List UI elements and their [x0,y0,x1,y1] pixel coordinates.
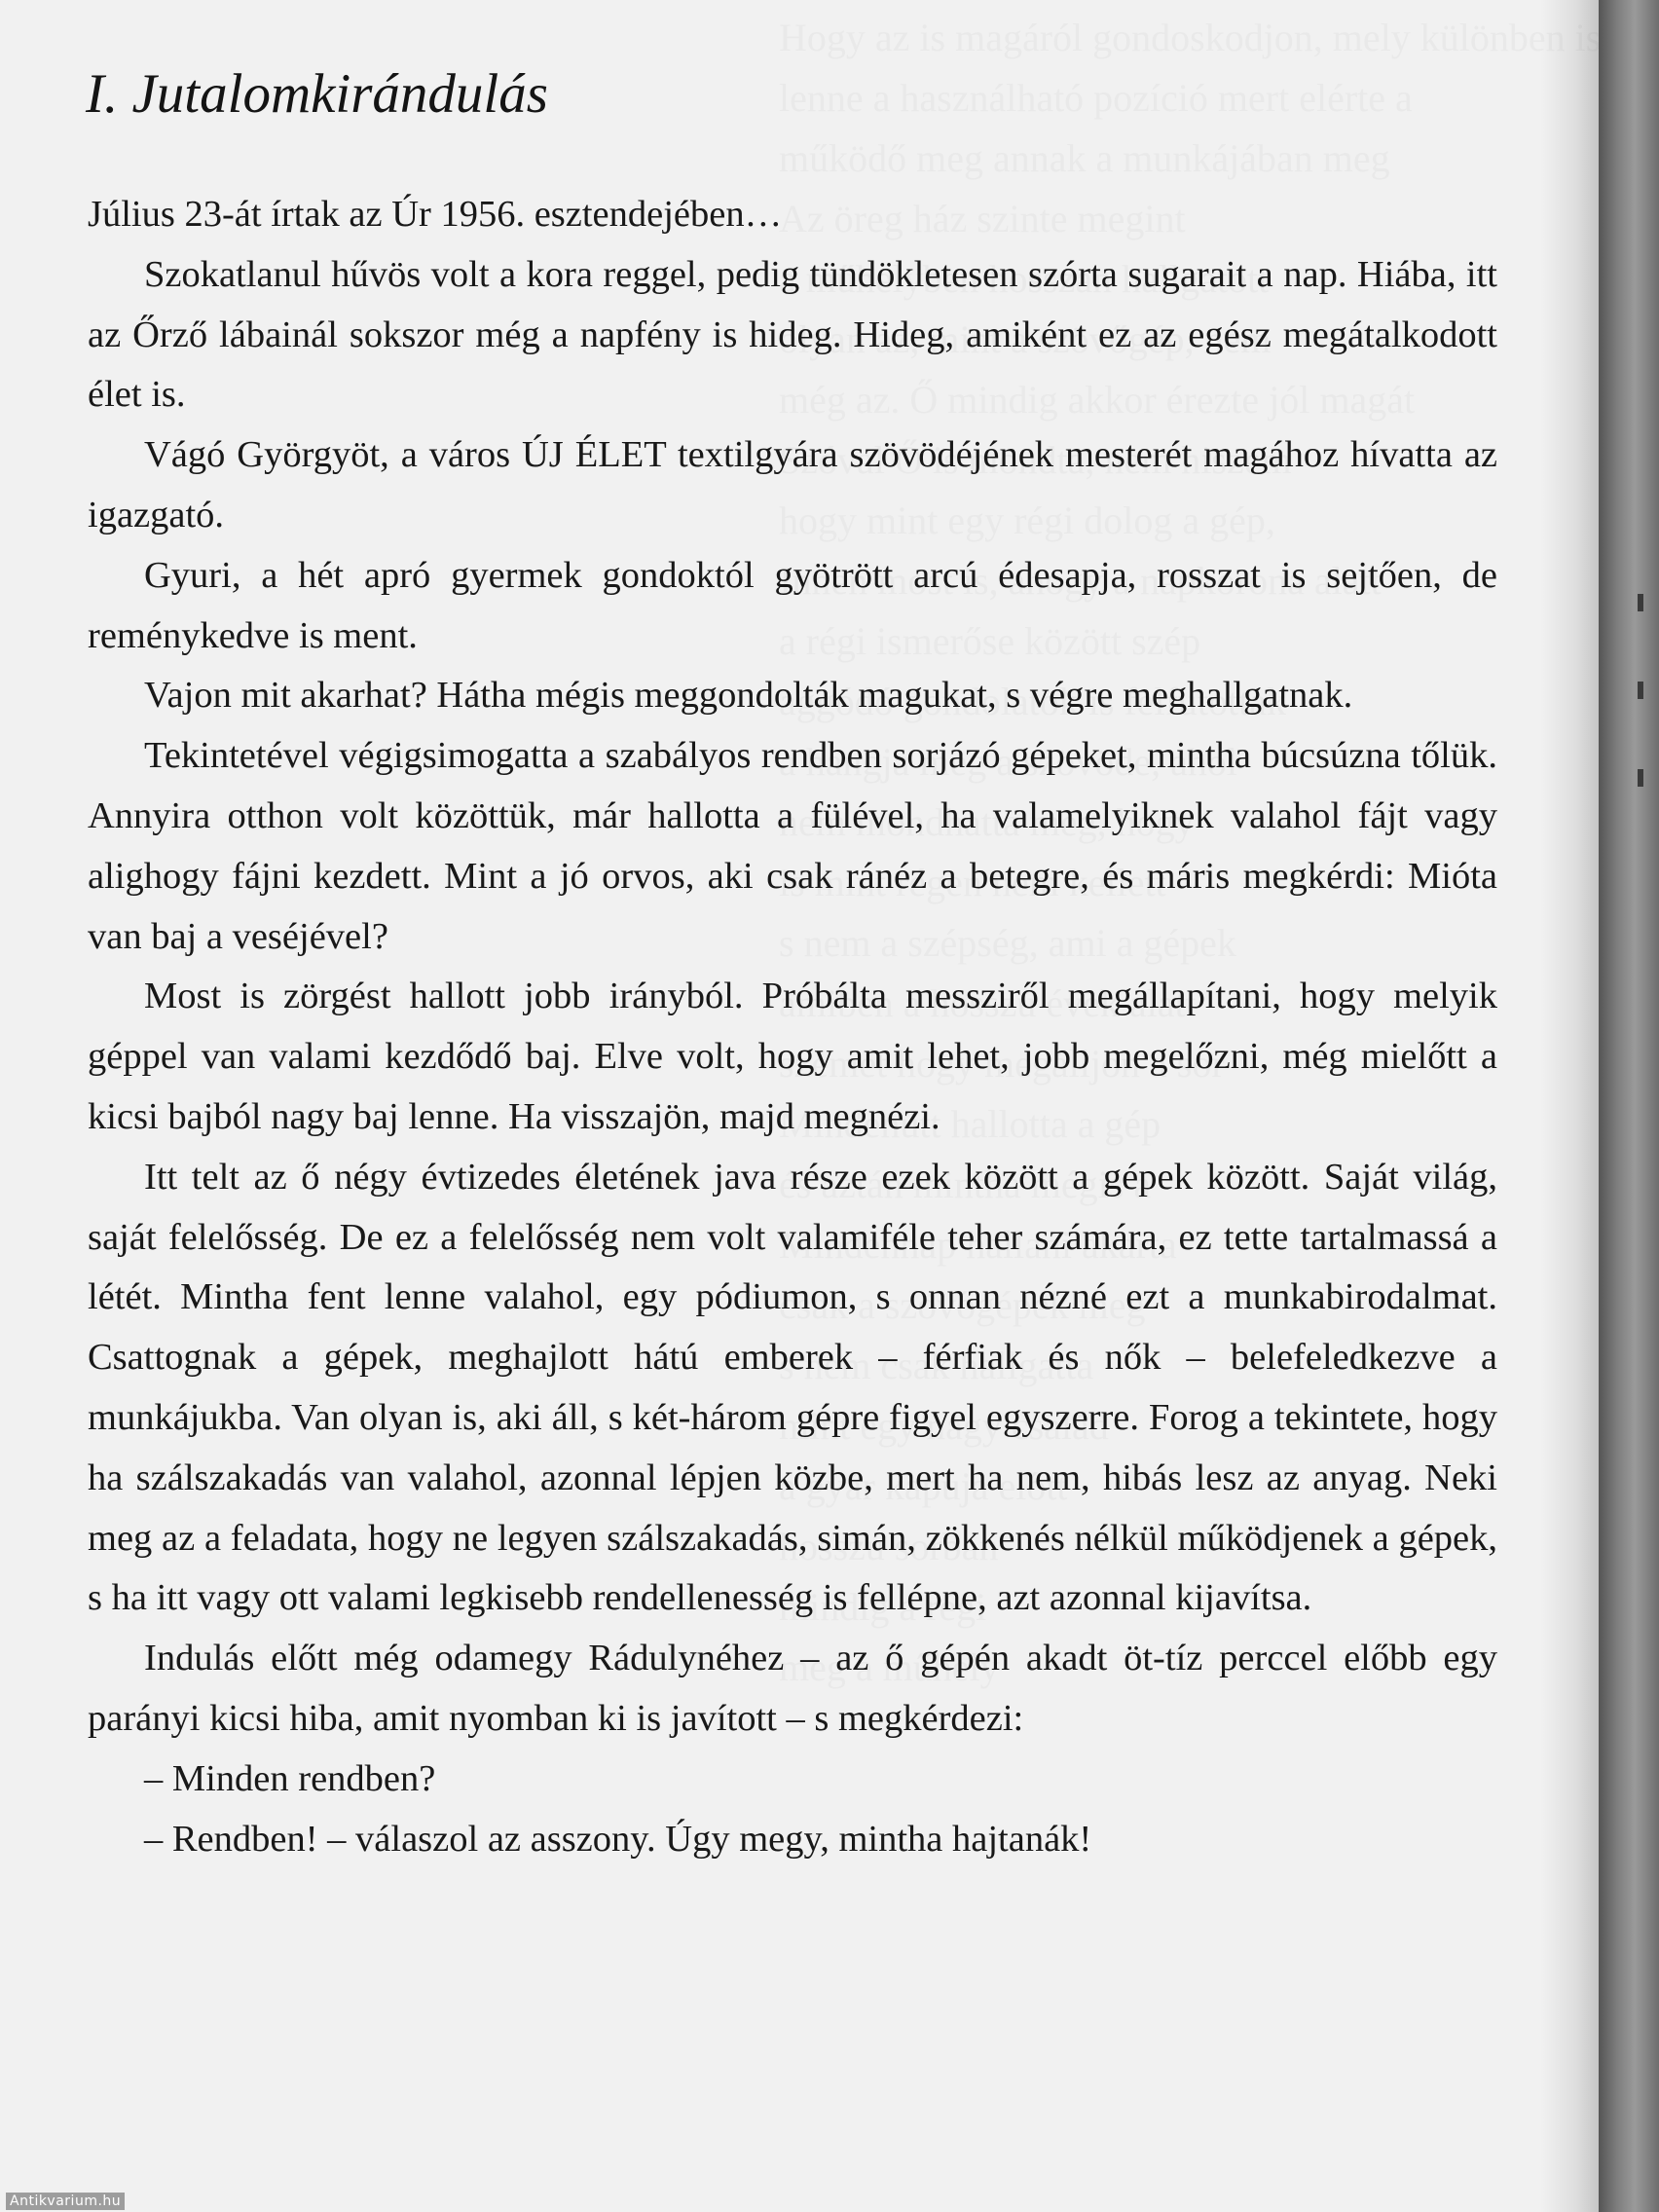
chapter-body [88,185,1497,1869]
paragraph: Július 23-át írtak az Úr 1956. esztendejében… [88,194,783,235]
spine-mark [1638,769,1643,787]
spine-mark [1638,594,1643,611]
paragraph: Vajon mit akarhat? Hátha mégis meggondolták magukat, s végre meghallgatnak. [144,675,1353,717]
paragraph: Tekintetével végigsimogatta a szabályos rendben sorjázó gépeket, mintha búcsúzna tőlük. Annyira otthon volt közöttük, már hallotta a fülével, ha valamelyiknek valahol fájt vagy alighogy fájni kezdett. Mint a jó orvos, aki csak ránéz a betegre, és máris megkérdi: Mióta van baj a veséjével? [88,735,1497,957]
paragraph: Indulás előtt még odamegy Rádulynéhez – az ő gépén akadt öt-tíz perccel előbb egy parányi kicsi hiba, amit nyomban ki is javított – s megkérdezi: [88,1638,1497,1739]
paragraph: Itt telt az ő négy évtizedes életének java része ezek között a gépek között. Saját világ, saját felelősség. De ez a felelősség nem volt valamiféle teher számára, ez tette tartalmassá a létét. Mintha fent lenne valahol, egy pódiumon, s onnan nézné ezt a munkabirodalmat. Csattognak a gépek, meghajlott hátú emberek – férfiak és nők – belefeledkezve a munkájukba. Van olyan is, aki áll, s két-három gépre figyel egyszerre. Forog a tekintete, hogy ha szálszakadás van valahol, azonnal lépjen közbe, mert ha nem, hibás lesz az anyag. Neki meg az a feladata, hogy ne legyen szálszakadás, simán, zökkenés nélkül működjenek a gépek, s ha itt vagy ott valami legkisebb rendellenesség is fellépne, azt azonnal kijavítsa. [88,1156,1497,1619]
chapter-title: I. Jutalomkirándulás [86,63,548,125]
spine-mark [1638,682,1643,699]
page-edge-shadow [1540,0,1599,2212]
dialogue-line: – Rendben! – válaszol az asszony. Úgy megy, mintha hajtanák! [144,1818,1092,1860]
paragraph: Gyuri, a hét apró gyermek gondoktól gyötrött arcú édesapja, rosszat is sejtően, de reménykedve is ment. [88,554,1497,656]
dialogue-line: – Minden rendben? [144,1757,436,1799]
paragraph: Vágó Györgyöt, a város ÚJ ÉLET textilgyára szövödéjének mesterét magához hívatta az igazgató. [88,434,1497,535]
paragraph: Szokatlanul hűvös volt a kora reggel, pedig tündökletesen szórta sugarait a nap. Hiába, itt az Őrző lábainál sokszor még a napfény is hideg. Hideg, amiként ez az egész megátalkodott élet is. [88,253,1497,416]
book-spine [1599,0,1659,2212]
paragraph: Most is zörgést hallott jobb irányból. Próbálta messziről megállapítani, hogy melyik géppel van valami kezdődő baj. Elve volt, hogy amit lehet, jobb megelőzni, még mielőtt a kicsi bajból nagy baj lenne. Ha visszajön, majd megnézi. [88,976,1497,1137]
watermark: Antikvarium.hu [6,2193,125,2210]
